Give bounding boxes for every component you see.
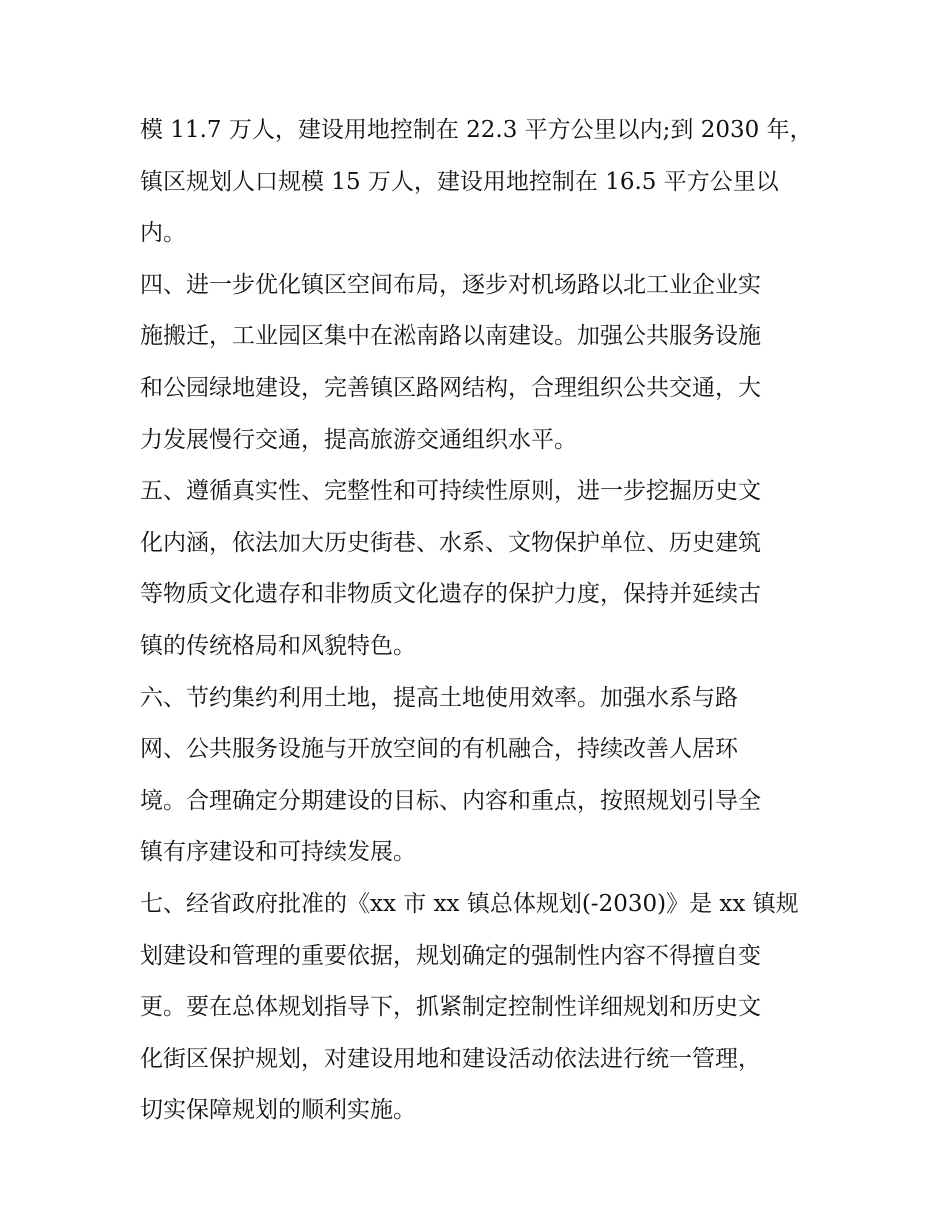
text-line: 力发展慢行交通，提高旅游交通组织水平。: [140, 426, 577, 453]
text-line: 六、节约集约利用土地，提高土地使用效率。加强水系与路: [140, 684, 738, 711]
text-line: 化内涵，依法加大历史街巷、水系、文物保护单位、历史建筑: [140, 529, 761, 556]
text-line: 网、公共服务设施与开放空间的有机融合，持续改善人居环: [140, 736, 738, 763]
text-line: 更。要在总体规划指导下，抓紧制定控制性详细规划和历史文: [140, 994, 761, 1021]
text-line: 模 11.7 万人，建设用地控制在 22.3 平方公里以内;到 2030 年，: [140, 117, 813, 143]
text-line: 和公园绿地建设，完善镇区路网结构，合理组织公共交通，大: [140, 374, 761, 401]
text-line: 切实保障规划的顺利实施。: [140, 1097, 416, 1124]
text-line: 境。合理确定分期建设的目标、内容和重点，按照规划引导全: [140, 787, 761, 814]
text-line: 划建设和管理的重要依据，规划确定的强制性内容不得擅自变: [140, 942, 761, 969]
text-line: 等物质文化遗存和非物质文化遗存的保护力度，保持并延续古: [140, 581, 761, 608]
text-line: 镇区规划人口规模 15 万人，建设用地控制在 16.5 平方公里以: [140, 168, 779, 195]
text-line: 镇的传统格局和风貌特色。: [140, 632, 416, 659]
text-line: 七、经省政府批准的《xx 市 xx 镇总体规划(-2030)》是 xx 镇规: [140, 890, 799, 917]
text-line: 内。: [140, 220, 186, 247]
text-line: 四、进一步优化镇区空间布局，逐步对机场路以北工业企业实: [140, 271, 761, 298]
body-text: [140, 105, 820, 1137]
text-line: 化街区保护规划，对建设用地和建设活动依法进行统一管理，: [140, 1045, 761, 1072]
text-line: 镇有序建设和可持续发展。: [140, 839, 416, 866]
text-line: 施搬迁，工业园区集中在淞南路以南建设。加强公共服务设施: [140, 323, 761, 350]
text-line: 五、遵循真实性、完整性和可持续性原则，进一步挖掘历史文: [140, 478, 761, 505]
